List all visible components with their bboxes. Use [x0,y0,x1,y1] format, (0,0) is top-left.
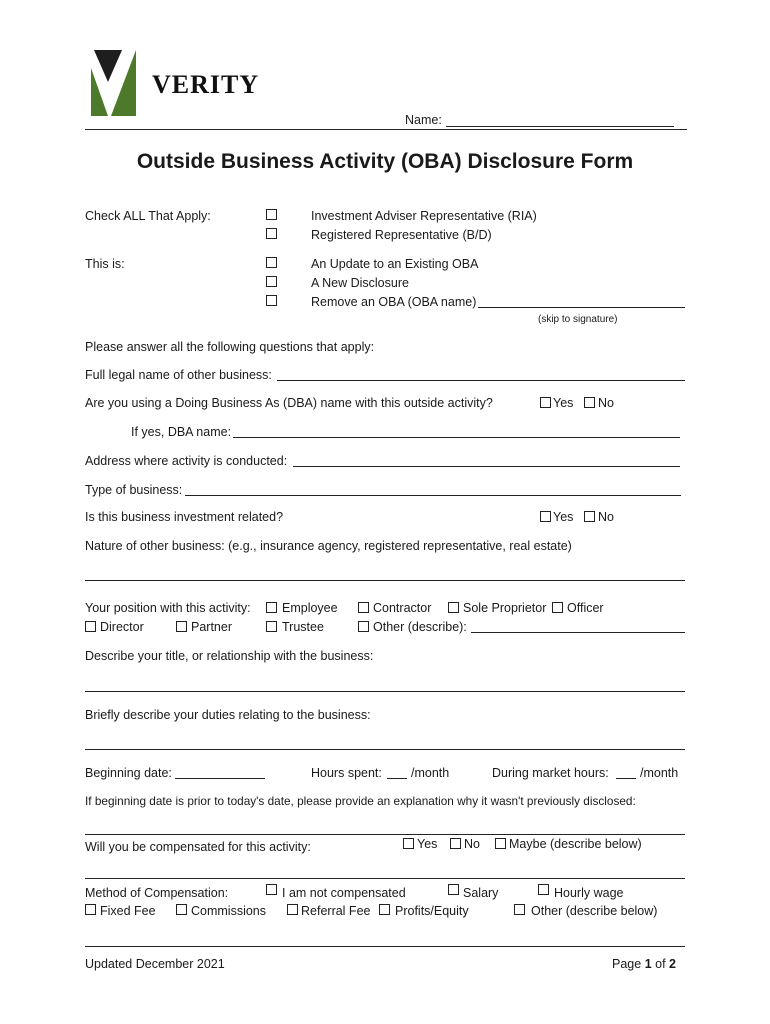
checkbox-comp-yes[interactable] [403,838,414,849]
method-fixed-fee: Fixed Fee [100,904,156,918]
checkbox-partner[interactable] [176,621,187,632]
market-hours-label: During market hours: [492,766,609,780]
checkbox-hourly-wage[interactable] [538,884,549,895]
checkbox-other-method[interactable] [514,904,525,915]
position-sole-proprietor: Sole Proprietor [463,601,547,615]
name-field[interactable] [446,126,674,127]
checkbox-comp-maybe[interactable] [495,838,506,849]
investment-related-label: Is this business investment related? [85,510,284,524]
verity-logo [88,48,278,118]
checkbox-invest-no[interactable] [584,511,595,522]
comp-describe-field[interactable] [85,878,685,879]
checkbox-employee[interactable] [266,602,277,613]
comp-yes-label: Yes [417,837,438,851]
page-title: Outside Business Activity (OBA) Disclosure Form [136,150,634,173]
comp-no-label: No [464,837,480,851]
dba-no-label: No [598,396,614,410]
duties-field[interactable] [85,749,685,750]
option-new: A New Disclosure [311,276,409,290]
checkbox-contractor[interactable] [358,602,369,613]
market-hours-field[interactable] [616,778,636,779]
legal-name-label: Full legal name of other business: [85,368,272,382]
beginning-date-field[interactable] [175,778,265,779]
checkbox-salary[interactable] [448,884,459,895]
page-total: 2 [669,957,676,971]
oba-name-field[interactable] [478,307,685,308]
header-rule [85,129,687,130]
page-number [612,957,676,972]
dba-name-label: If yes, DBA name: [131,425,232,439]
method-hourly-wage: Hourly wage [554,886,624,900]
checkbox-invest-yes[interactable] [540,511,551,522]
checkbox-commissions[interactable] [176,904,187,915]
page-current: 1 [644,957,652,971]
checkbox-comp-no[interactable] [450,838,461,849]
invest-no-label: No [598,510,614,524]
checkbox-other-position[interactable] [358,621,369,632]
comp-maybe-label: Maybe (describe below) [509,837,642,851]
checkbox-remove[interactable] [266,295,277,306]
position-officer: Officer [567,601,604,615]
compensated-label: Will you be compensated for this activity: [85,840,311,854]
checkbox-dba-yes[interactable] [540,397,551,408]
verity-logo-mark [88,48,136,116]
checkbox-bd[interactable] [266,228,277,239]
dba-question: Are you using a Doing Business As (DBA) name with this outside activity? [85,396,493,410]
option-bd: Registered Representative (B/D) [311,228,492,242]
type-label: Type of business: [85,483,183,497]
checkbox-fixed-fee[interactable] [85,904,96,915]
nature-field[interactable] [85,580,685,581]
dba-yes-label: Yes [553,396,574,410]
updated-date: Updated December 2021 [85,957,225,971]
hours-spent-field[interactable] [387,778,407,779]
method-other: Other (describe below) [531,904,658,918]
check-all-label: Check ALL That Apply: [85,209,211,223]
invest-yes-label: Yes [553,510,574,524]
nature-label: Nature of other business: (e.g., insurance agency, registered representative, real estate) [85,539,572,553]
this-is-label: This is: [85,257,125,271]
checkbox-not-compensated[interactable] [266,884,277,895]
checkbox-officer[interactable] [552,602,563,613]
checkbox-dba-no[interactable] [584,397,595,408]
method-describe-field[interactable] [85,946,685,947]
checkbox-new[interactable] [266,276,277,287]
checkbox-trustee[interactable] [266,621,277,632]
duties-label: Briefly describe your duties relating to the business: [85,708,371,722]
name-label: Name: [405,113,442,127]
checkbox-director[interactable] [85,621,96,632]
checkbox-update[interactable] [266,257,277,268]
address-field[interactable] [293,466,680,467]
method-referral-fee: Referral Fee [301,904,371,918]
legal-name-field[interactable] [277,380,685,381]
page-of: of [655,957,666,971]
method-not-compensated: I am not compensated [282,886,406,900]
checkbox-sole-proprietor[interactable] [448,602,459,613]
option-update: An Update to an Existing OBA [311,257,479,271]
title-relationship-label: Describe your title, or relationship with the business: [85,649,374,663]
other-position-field[interactable] [471,632,685,633]
method-salary: Salary [463,886,499,900]
checkbox-ria[interactable] [266,209,277,220]
checkbox-referral-fee[interactable] [287,904,298,915]
method-label: Method of Compensation: [85,886,229,900]
prior-date-label: If beginning date is prior to today's date, please provide an explanation why it wasn't previously disclosed: [85,794,636,808]
questions-intro: Please answer all the following questions that apply: [85,340,375,354]
title-relationship-field[interactable] [85,691,685,692]
position-employee: Employee [282,601,338,615]
page-prefix: Page [612,957,642,971]
dba-name-field[interactable] [233,437,680,438]
hours-spent-label: Hours spent: [311,766,382,780]
skip-note: (skip to signature) [538,314,618,325]
method-commissions: Commissions [191,904,267,918]
position-partner: Partner [191,620,232,634]
option-ria: Investment Adviser Representative (RIA) [311,209,537,223]
position-contractor: Contractor [373,601,432,615]
type-field[interactable] [185,495,681,496]
address-label: Address where activity is conducted: [85,454,288,468]
checkbox-profits-equity[interactable] [379,904,390,915]
prior-date-field[interactable] [85,834,685,835]
hours-per-month: /month [411,766,450,780]
position-label: Your position with this activity: [85,601,251,615]
position-director: Director [100,620,144,634]
position-trustee: Trustee [282,620,324,634]
position-other: Other (describe): [373,620,467,634]
beginning-date-label: Beginning date: [85,766,172,780]
market-per-month: /month [640,766,679,780]
option-remove: Remove an OBA (OBA name) [311,295,477,309]
logo-wordmark: VERITY [152,70,260,99]
method-profits-equity: Profits/Equity [395,904,469,918]
